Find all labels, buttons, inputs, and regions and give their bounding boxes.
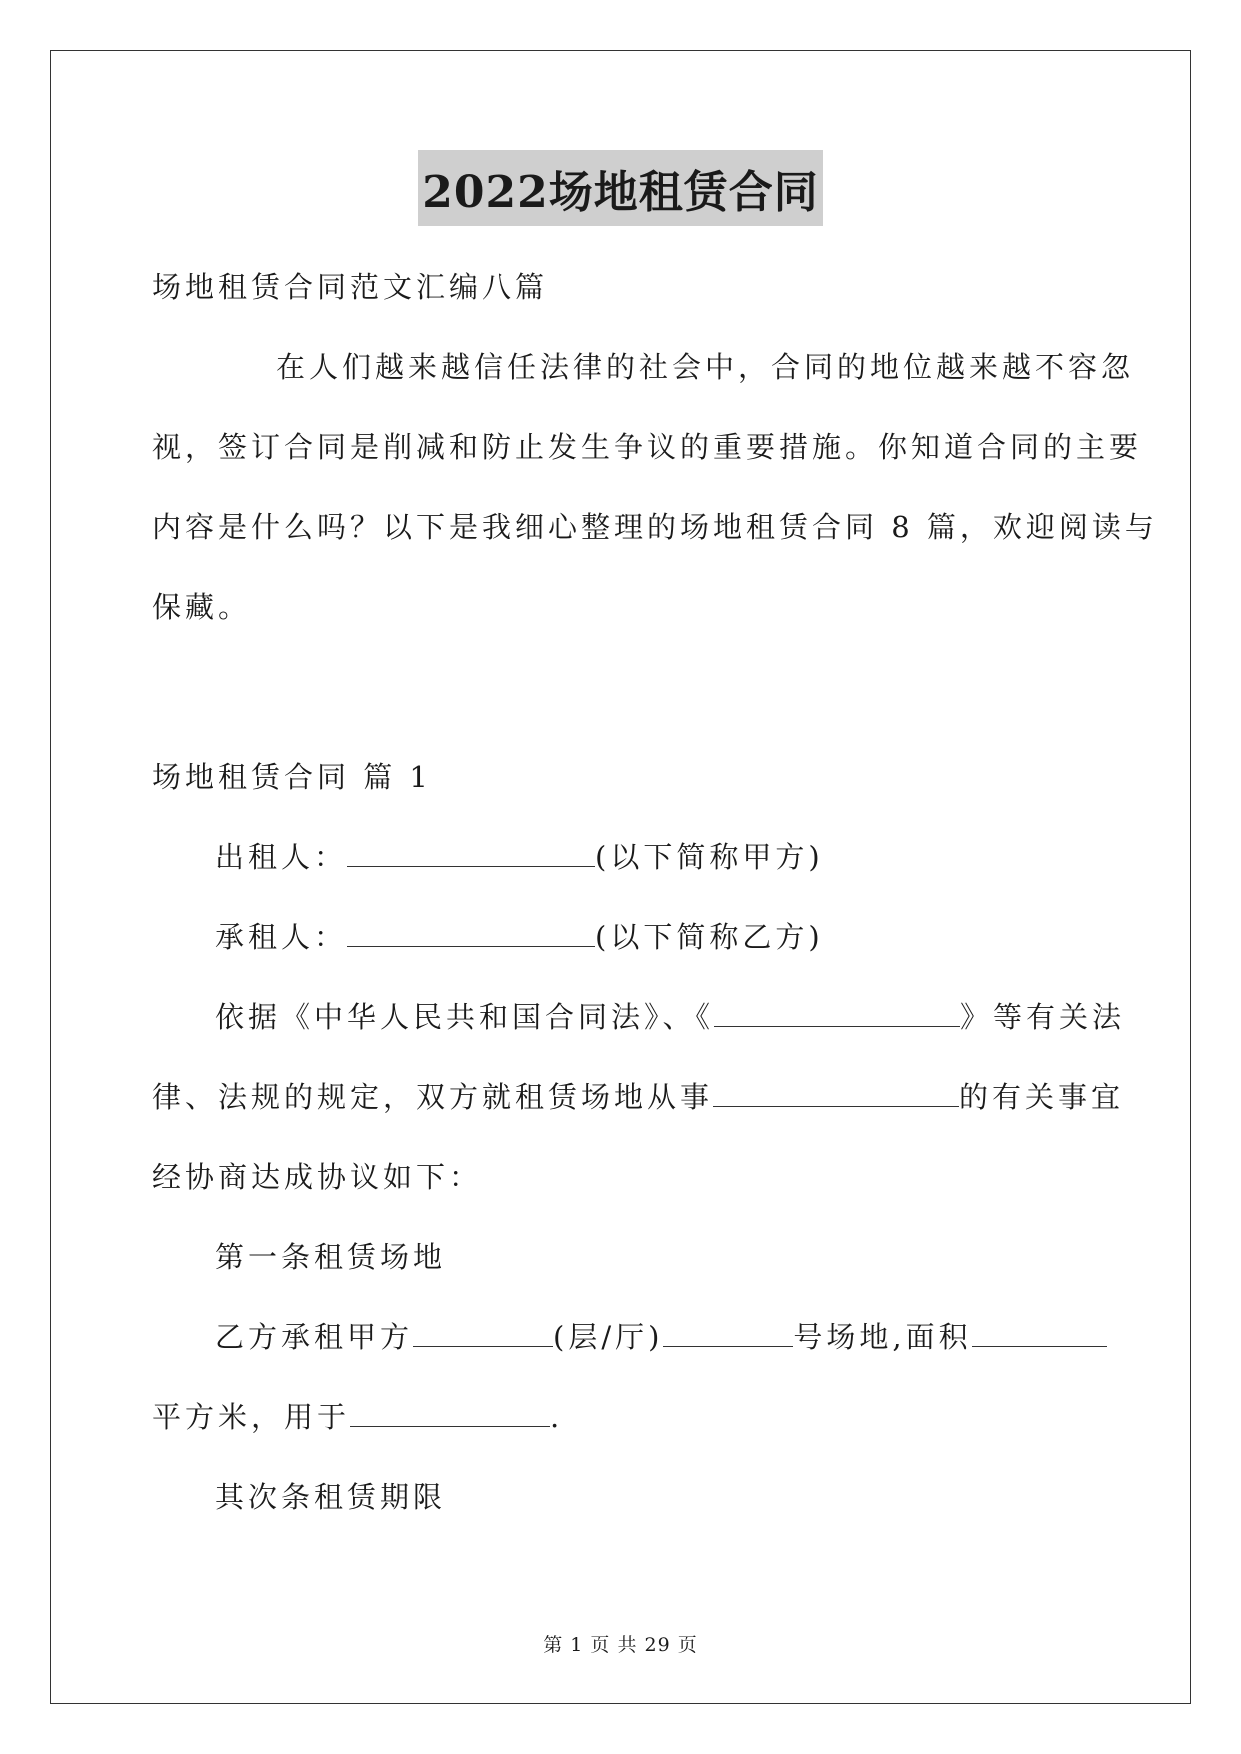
document-title: 2022场地租赁合同 — [418, 150, 822, 226]
area-blank — [972, 1324, 1107, 1347]
basis-line-1 — [215, 995, 1125, 1036]
intro-line-3: 内容是什么吗？以下是我细心整理的场地租赁合同 8 篇，欢迎阅读与 — [152, 510, 1158, 544]
basis-line-3: 经协商达成协议如下： — [152, 1160, 483, 1194]
section-heading: 场地租赁合同 篇 1 — [152, 760, 432, 794]
lessor-suffix: (以下简称甲方) — [595, 840, 824, 874]
article-1-heading: 第一条租赁场地 — [215, 1240, 447, 1274]
law-name-blank — [714, 1004, 960, 1027]
article-1-text-c: 号场地,面积 — [793, 1320, 972, 1354]
lessee-blank — [347, 924, 595, 947]
lessee-suffix: (以下简称乙方) — [595, 920, 824, 954]
article-1-text-e: . — [550, 1400, 564, 1434]
intro-line-4: 保藏。 — [152, 590, 252, 624]
lessor-line — [215, 835, 824, 876]
page-footer: 第 1 页 共 29 页 — [543, 1634, 698, 1656]
article-1-text-b: (层/厅) — [553, 1320, 664, 1354]
basis-text-2b: 的有关事宜 — [959, 1080, 1125, 1114]
article-2-heading: 其次条租赁期限 — [215, 1480, 447, 1514]
floor-blank — [413, 1324, 553, 1347]
lessee-label: 承租人： — [215, 920, 348, 954]
document-subtitle: 场地租赁合同范文汇编八篇 — [152, 270, 549, 304]
basis-text-1b: 》等有关法 — [960, 1000, 1126, 1034]
article-1-line-1 — [215, 1315, 1107, 1356]
intro-line-2: 视，签订合同是削减和防止发生争议的重要措施。你知道合同的主要 — [152, 430, 1143, 464]
title-container — [0, 150, 1241, 226]
article-1-text-a: 乙方承租甲方 — [215, 1320, 414, 1354]
intro-line-1: 在人们越来越信任法律的社会中，合同的地位越来越不容忽 — [276, 350, 1135, 384]
usage-blank — [350, 1404, 550, 1427]
basis-text-1a: 依据《中华人民共和国合同法》、《 — [215, 1000, 715, 1034]
article-1-line-2 — [152, 1395, 563, 1436]
business-blank — [713, 1084, 959, 1107]
basis-line-2 — [152, 1075, 1124, 1116]
site-number-blank — [663, 1324, 793, 1347]
basis-text-2a: 律、法规的规定，双方就租赁场地从事 — [152, 1080, 714, 1114]
lessee-line — [215, 915, 824, 956]
lessor-blank — [347, 844, 595, 867]
article-1-text-d: 平方米，用于 — [152, 1400, 351, 1434]
lessor-label: 出租人： — [215, 840, 348, 874]
